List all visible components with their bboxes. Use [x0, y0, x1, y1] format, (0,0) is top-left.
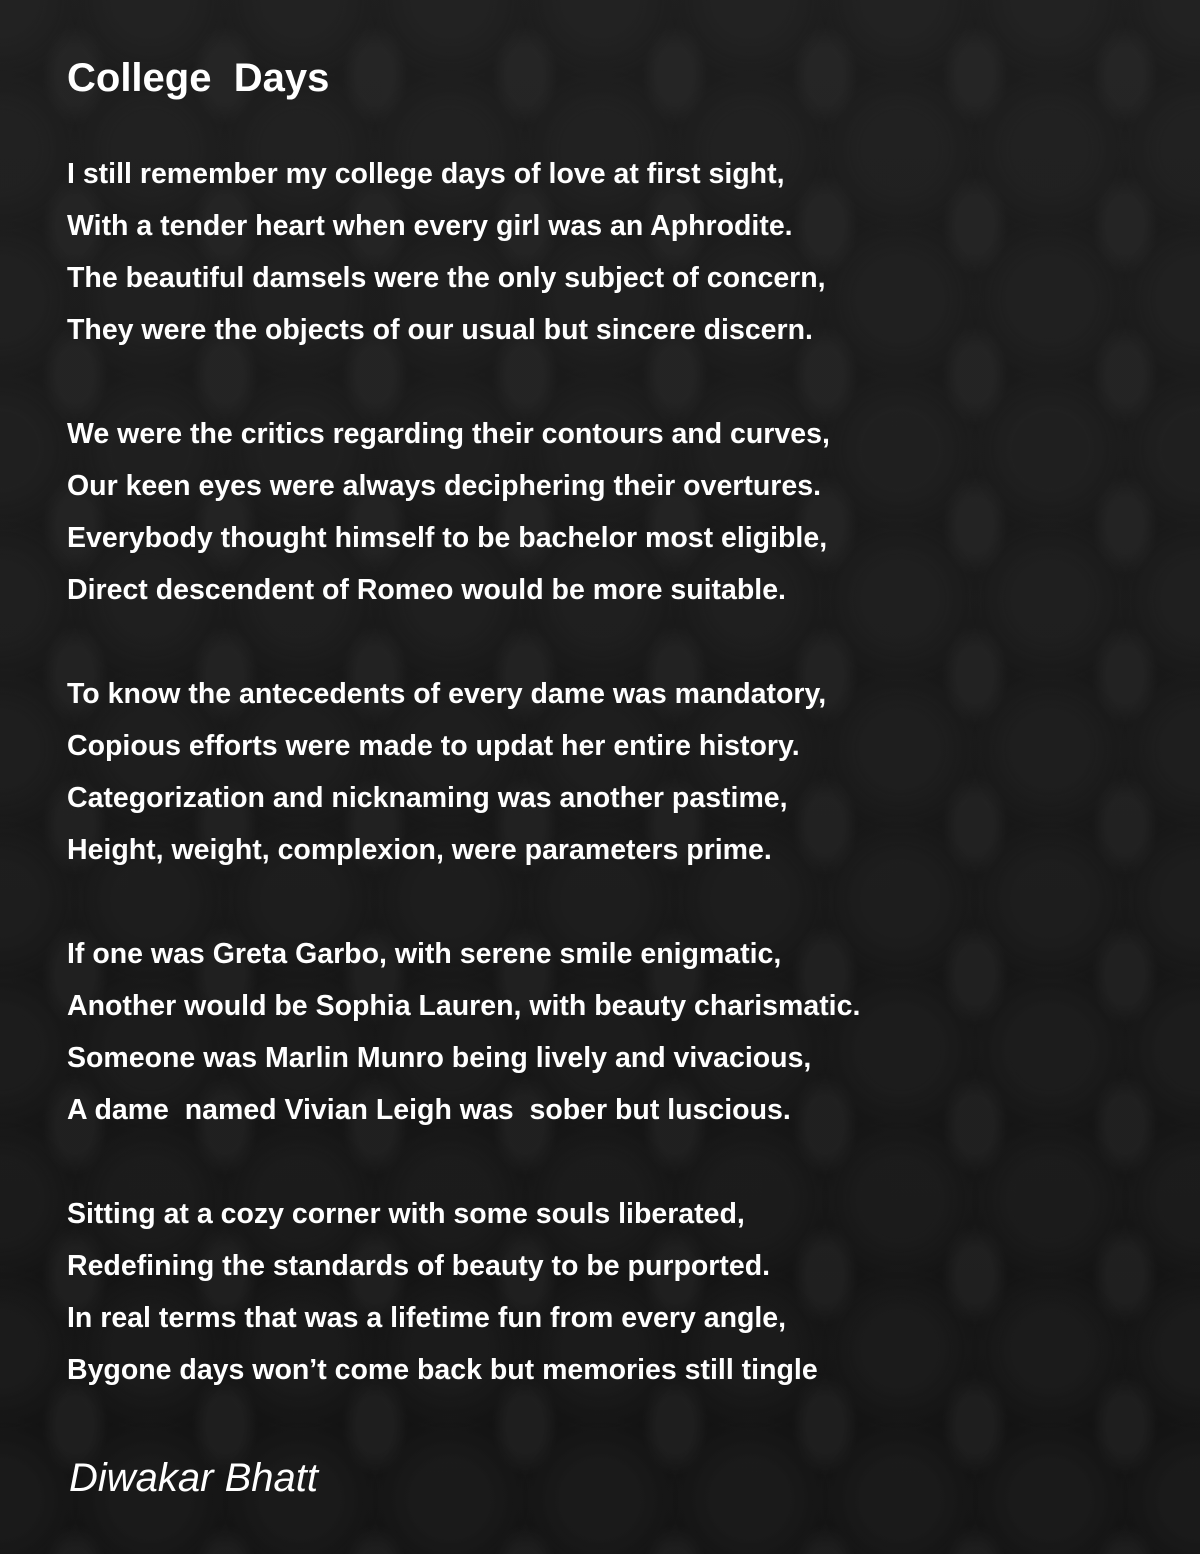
- poem-line: They were the objects of our usual but sincere discern.: [67, 314, 813, 346]
- poem-line: The beautiful damsels were the only subject of concern,: [67, 262, 826, 294]
- stanza-5: [67, 1188, 1167, 1396]
- poem-line: In real terms that was a lifetime fun from every angle,: [67, 1302, 787, 1334]
- poem-line: A dame named Vivian Leigh was sober but luscious.: [67, 1094, 791, 1126]
- stanza-1: [67, 148, 1167, 356]
- poem-author: Diwakar Bhatt: [69, 1456, 318, 1500]
- poem-line: If one was Greta Garbo, with serene smile enigmatic,: [67, 938, 782, 970]
- stanza-2: [67, 408, 1167, 616]
- poem-line: We were the critics regarding their contours and curves,: [67, 418, 830, 450]
- poem-line: I still remember my college days of love at first sight,: [67, 158, 785, 190]
- stanza-3: [67, 668, 1167, 876]
- poem-line: Height, weight, complexion, were parameters prime.: [67, 834, 772, 866]
- poem-line: Another would be Sophia Lauren, with beauty charismatic.: [67, 990, 861, 1022]
- poem-line: Everybody thought himself to be bachelor most eligible,: [67, 522, 828, 554]
- poem-body: [67, 148, 1167, 1448]
- poem-line: Copious efforts were made to updat her entire history.: [67, 730, 800, 762]
- poem-line: Bygone days won’t come back but memories still tingle: [67, 1354, 818, 1386]
- stanza-4: [67, 928, 1167, 1136]
- poem-line: Direct descendent of Romeo would be more suitable.: [67, 574, 786, 606]
- poem-line: Sitting at a cozy corner with some souls liberated,: [67, 1198, 745, 1230]
- poem-line: With a tender heart when every girl was an Aphrodite.: [67, 210, 793, 242]
- poem-line: Our keen eyes were always deciphering their overtures.: [67, 470, 821, 502]
- poem-line: Redefining the standards of beauty to be purported.: [67, 1250, 771, 1282]
- poem-line: To know the antecedents of every dame was mandatory,: [67, 678, 827, 710]
- poem-line: Someone was Marlin Munro being lively and vivacious,: [67, 1042, 812, 1074]
- poem-line: Categorization and nicknaming was another pastime,: [67, 782, 788, 814]
- poem-title: College Days: [67, 56, 330, 100]
